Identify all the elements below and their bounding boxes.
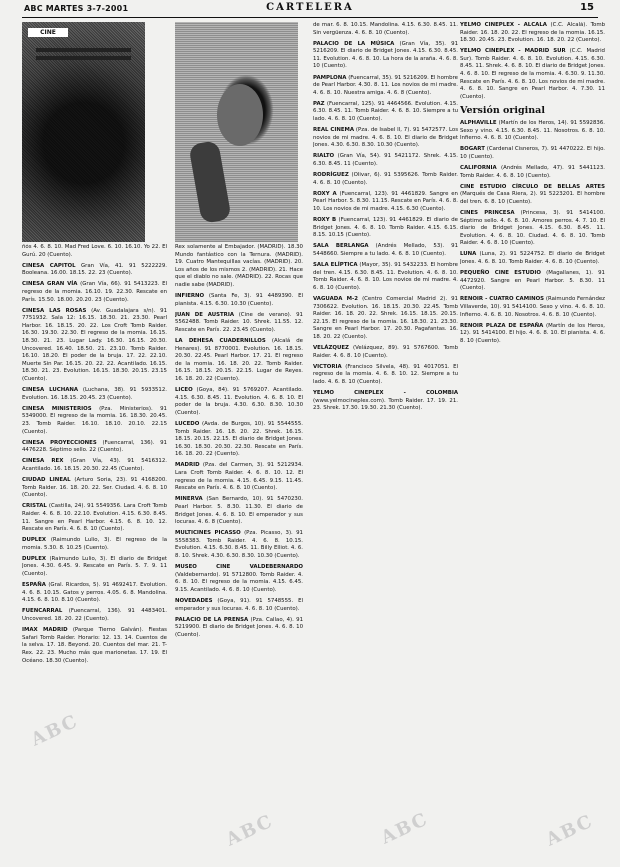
header-rule xyxy=(22,17,598,18)
listing-text: (Pza. de Isabel II, 7). 91 5472577. Los novios de mi madre. 4. 6. 8. 10. El diario de Bridget Jones. 4.30. 6.30. 8.30. 10.30 (Cuento). xyxy=(313,127,458,149)
cinema-name: REAL CINEMA xyxy=(313,127,355,134)
listing-entry xyxy=(313,172,458,187)
listing-entry xyxy=(313,243,458,258)
listing-text: (Fuencarral, 125). 91 4464566. Evolution. 4.15. 6.30. 8.45. 11. Tomb Raider. 4. 6. 8. 10. Siempre a tu lado. 4. 6. 8. 10 (Cuento). xyxy=(313,100,458,123)
cinema-name: ESPAÑA xyxy=(22,582,46,589)
cinema-name: RIALTO xyxy=(313,153,335,160)
listing-text: (Fuencarral, 123). 91 4461829. Sangre en Pearl Harbor. 5. 8.30. 11.15. Rescate en París. 4. 6. 8. 10. Los novios de mi madre. 4.15. 6.30 (Cuento). xyxy=(313,190,458,212)
listing-entry xyxy=(22,308,167,384)
listing-entry xyxy=(175,530,303,560)
listing-entry xyxy=(460,184,605,207)
cinema-name: RENOIR - CUATRO CAMINOS xyxy=(460,296,545,303)
listing-text: (Mayor, 35). 91 5432233. El hombre del tren. 4.15. 6.30. 8.45. 11. Evolution. 4. 6. 8. 10. Tomb Raider. 4. 6. 8. 10. Los novios de mi madre. 4. 6. 8. 10 (Cuento). xyxy=(313,262,458,291)
listing-text: (Fuencarral, 136). 91 4476228. Séptimo sello. 22 (Cuento). xyxy=(22,439,167,454)
listing-text: (Olivar, 6). 91 5395626. Tomb Raider. 4. 6. 8. 10 (Cuento). xyxy=(313,172,458,186)
listing-entry xyxy=(175,564,303,594)
listing-entry xyxy=(313,296,458,342)
listing-text: (Francisco Silvela, 48). 91 4017051. El regreso de la momia. 4. 6. 8. 10. 12. Siempre a tu lado. 4. 6. 8. 10 (Cuento). xyxy=(313,363,458,385)
cinema-name: INFIERNO xyxy=(175,293,205,300)
listing-text: (Pza. Callao, 4). 91 5219900. El diario de Bridget Jones. 4. 6. 8. 10 (Cuento). xyxy=(175,616,303,638)
column-3 xyxy=(313,22,458,859)
cinema-name: LUCEDO xyxy=(175,420,200,427)
watermark-stamp: ABC xyxy=(222,810,277,851)
listing-text: (Pza. Ministerios). 91 5349000. El regreso de la momia. 16. 18.30. 20.45. 23. Tomb Raider. 16.10. 18.10. 20.10. 22.15 (Cuento). xyxy=(22,405,167,435)
cinema-name: LA DEHESA CUADERNILLOS xyxy=(175,338,266,345)
cinema-name: SALA BERLANGA xyxy=(313,243,369,250)
listing-entry xyxy=(313,345,458,360)
listing-text: (Fuencarral, 123). 91 4461829. El diario de Bridget Jones. 4. 6. 8. 10. Tomb Raider. 4.15. 6.15. 8.15. 10.15 (Cuento). xyxy=(313,217,458,239)
photo-caption-bar xyxy=(36,56,131,60)
listing-text: (Raimundo Lulio, 3). El diario de Bridget Jones. 4.30. 6.45. 9. Rescate en París. 5. 7. 9. 11 (Cuento). xyxy=(22,555,167,578)
cinema-name: FUENCARRAL xyxy=(22,608,63,615)
cinema-name: CINESA GRAN VÍA xyxy=(22,281,78,288)
portrait-face xyxy=(217,84,263,146)
listing-text: (Gral. Ricardos, 5). 91 4692417. Evolution. 4. 6. 8. 10.15. Gatos y perros. 4.05. 6. 8. Mandolina. 4.15. 6. 8. 10. 8.10 (Cuento). xyxy=(22,582,167,604)
listing-text: (Arturo Soria, 23). 91 4168200. Tomb Raider. 16. 18. 20. 22. Ser. Ciudad. 4. 6. 8. 10 (Cuento). xyxy=(22,477,167,499)
listing-entry xyxy=(22,281,167,304)
cinema-name: VAGUADA M-2 xyxy=(313,295,358,302)
listing-entry xyxy=(175,244,303,290)
watermark-stamp: ABC xyxy=(27,710,82,751)
listing-entry xyxy=(460,22,605,45)
listing-text: (Andrés Mellado, 47). 91 5441123. Tomb Raider. 4. 6. 8. 10 (Cuento). xyxy=(460,165,605,179)
cinema-name: DUPLEX xyxy=(22,555,47,562)
listing-entry xyxy=(313,390,458,413)
portrait-hand xyxy=(188,140,231,224)
listing-text: (Gran Vía, 54). 91 5421172. Shrek. 4.15. 6.30. 8.45. 11 (Cuento). xyxy=(313,153,458,167)
cinema-name: ALPHAVILLE xyxy=(460,120,497,127)
cinema-name: DUPLEX xyxy=(22,537,47,544)
section-heading-original-version: Versión original xyxy=(460,105,545,117)
cinema-name: CINESA PROYECCIONES xyxy=(22,439,97,446)
listing-entry xyxy=(22,627,167,665)
cinema-name: CIUDAD LINEAL xyxy=(22,477,71,484)
listing-entry xyxy=(22,608,167,623)
cinema-name: YELMO CINEPLEX - ALCALÁ xyxy=(460,22,547,28)
cinema-name: NOVEDADES xyxy=(175,597,213,604)
cinema-name: ROXY B xyxy=(313,217,337,224)
listing-entry xyxy=(460,251,605,266)
listing-text: (Fuencarral, 136). 91 4483401. Uncovered. 18. 20. 22 (Cuento). xyxy=(22,608,167,623)
listing-entry xyxy=(460,146,605,161)
listing-entry xyxy=(175,496,303,526)
cinema-name: VELÁZQUEZ xyxy=(313,344,349,351)
listing-entry xyxy=(313,22,458,37)
listing-entry xyxy=(175,617,303,640)
listing-text: (Raimundo Lulio, 3). El regreso de la momia. 5.30. 8. 10.25 (Cuento). xyxy=(22,537,167,551)
listing-entry xyxy=(22,477,167,500)
listing-text: (Gran Vía, 66). 91 5413223. El regreso de la momia. 16.10. 19. 22.30. Rescate en París. 15.50. 18.00. 20.20. 23 (Cuento). xyxy=(22,281,167,303)
listing-text: (San Bernardo, 10). 91 5470230. Pearl Harbor. 5. 8.30. 11.30. El diario de Bridget Jones. 4. 6. 8. 10. El emperador y sus locuras. 4. 6. 8 (Cuento). xyxy=(175,496,303,526)
listing-text: (Centro Comercial Madrid 2). 91 7306622. Evolution. 16. 18.15. 20.30. 22.45. Tomb Raider. 16. 18. 20. 22. Shrek. 16.15. 18.15. 20.15. 22.15. El regreso de la momia. 16. 18.30. 21. 23.30. Sangre en Pearl Harbor. 17. 20.30. Pagafantas. 16. 18. 20. 22 (Cuento). xyxy=(313,295,458,340)
cinema-name: PAZ xyxy=(313,100,325,107)
listing-entry xyxy=(22,537,167,552)
listing-text: (Martín de los Heros, 12). 91 5414100. El hijo. 4. 6. 8. 10. El pianista. 4. 6. 8. 10 (Cuento). xyxy=(460,322,605,344)
listing-entry xyxy=(460,120,605,143)
listing-text: (Marqués de Casa Riera, 2). 91 5223201. El hombre del tren. 6. 8. 10 (Cuento). xyxy=(460,191,605,205)
cinema-name: YELMO CINEPLEX - MADRID SUR xyxy=(460,48,566,55)
listing-entry xyxy=(22,582,167,605)
listing-text: (Princesa, 3). 91 5414100. Séptimo sello. 4. 6. 8. 10. Amores perros. 4. 7. 10. El diario de Bridget Jones. 4.15. 6.30. 8.45. 11. Evolution. 4. 6. 8. 10. Ciudad. 4. 6. 8. 10. Tomb Raider. 4. 6. 8. 10 (Cuento). xyxy=(460,209,605,247)
cinema-name: CINES PRINCESA xyxy=(460,209,515,216)
listing-entry xyxy=(460,323,605,346)
listing-entry xyxy=(22,458,167,473)
column-1 xyxy=(22,244,167,859)
listing-text: (C.C. Madrid Sur). Tomb Raider. 4. 6. 8. 10. Evolution. 4.15. 6.30. 8.45. 11. Shrek. 4. 6. 8. 10. El diario de Bridget Jones. 4. 6. 8. 10. El regreso de la momia. 4. 6.30. 9. 11.30. Rescate en París. 4. 6. 8. 10. Los novios de mi madre. 4. 6. 8. 10. Sangre en Pearl Harbor. 4. 7.30. 11 (Cuento). xyxy=(460,48,605,100)
cinema-name: RENOIR PLAZA DE ESPAÑA xyxy=(460,322,544,329)
listing-entry xyxy=(313,127,458,150)
listing-text: (www.yelmocineplex.com). Tomb Raider. 17. 19. 21. 23. Shrek. 17.30. 19.30. 21.30 (Cuento). xyxy=(313,397,458,412)
listing-text: (Santa Fe, 3). 91 4489390. El pianista. 4.15. 6.30. 10.30 (Cuento). xyxy=(175,293,303,307)
listing-text: Rex solamente al Embajador. (MADRID). 18.30 Mundo fantástico con la Ternura. (MADRID). 19. Cuatro Mantequillas vacías. (MADRID). 20. Los años de los mismos 2. (MADRID). 21. Hace que el diablo no sale. (MADRID). 22. Rocas que nadie sabe (MADRID). xyxy=(175,244,303,288)
cinema-name: MINERVA xyxy=(175,496,203,503)
cinema-name: CINESA REX xyxy=(22,458,64,465)
listing-text: (Velázquez, 89). 91 5767600. Tomb Raider. 4. 6. 8. 10 (Cuento). xyxy=(313,344,458,359)
listing-text: de mar. 6. 8. 10.15. Mandolina. 4.15. 6.30. 8.45. 11. Sin vergüenza. 4. 6. 8. 10 (Cuento). xyxy=(313,22,458,36)
cinema-name: PAMPLONA xyxy=(313,74,347,81)
listing-text: (Fuencarral, 35). 91 5216209. El hombre de Pearl Harbor. 4.30. 8. 11. Los novios de mi madre. 4. 6. 8. 10. Nuestra amiga. 4. 6. 8 (Cuento). xyxy=(313,74,458,96)
listing-text: (Avda. de Burgos, 10). 91 5544555. Tomb Raider. 16. 18. 20. 22. Shrek. 16.15. 18.15. 20.15. 22.15. El diario de Bridget Jones. 16.30. 18.30. 20.30. 22.30. Rescate en París. 16. 18. 20. 22 (Cuento). xyxy=(175,420,303,458)
listing-text: (Alcalá de Henares). 91 8770001. Evolution. 16. 18.15. 20.30. 22.45. Pearl Harbor. 17. 21. El regreso de la momia. 16. 18. 20. 22. Tomb Raider. 16.15. 18.15. 20.15. 22.15. Lugar de Reyes. 16. 18. 20. 22 (Cuento). xyxy=(175,338,303,382)
listing-text: (Cine de verano). 91 5562488. Tomb Raider. 10. Shrek. 11.55. 12. Rescate en París. 22. 23.45 (Cuento). xyxy=(175,311,303,333)
listing-text: (Goya, 84). 91 5769207. Acantilado. 4.15. 6.30. 8.45. 11. Evolution. 4. 6. 8. 10. El poder de la bruja. 4.30. 6.30. 8.30. 10.30 (Cuento). xyxy=(175,387,303,416)
listing-text: (Valdebernardo). 91 5712800. Tomb Raider. 4. 6. 8. 10. El regreso de la momia. 4.15. 6.45. 9.15. Acantilado. 4. 6. 8. 10 (Cuento). xyxy=(175,571,303,593)
listing-entry xyxy=(22,503,167,533)
portrait-photo xyxy=(175,22,298,242)
listing-text: (Castilla, 24). 91 5549356. Lara Croft Tomb Raider. 4. 6. 8. 10. 22.10. Evolution. 4.15. 6.30. 8.45. 11. Sangre en Pearl Harbor. 4.15. 6. 8. 10. 12. Rescate en París. 4. 6. 8. 10 (Cuento). xyxy=(22,503,167,533)
listing-entry xyxy=(313,217,458,240)
listing-entry xyxy=(22,263,167,278)
cinema-name: PALACIO DE LA PRENSA xyxy=(175,616,249,623)
cinema-name: MUSEO CINE VALDEBERNARDO xyxy=(175,564,303,571)
column-4 xyxy=(460,22,605,859)
listing-text: (Andrés Mellado, 53). 91 5448660. Siempre a tu lado. 4. 6. 8. 10 (Cuento). xyxy=(313,243,458,257)
listing-entry xyxy=(460,210,605,248)
column-2 xyxy=(175,244,303,859)
cinema-name: CINESA LUCHANA xyxy=(22,387,79,394)
listing-entry xyxy=(460,296,605,319)
listing-text: (Luna, 2). 91 5224752. El diario de Bridget Jones. 4. 6. 8. 10. Tomb Raider. 4. 6. 8. 10 (Cuento). xyxy=(460,251,605,266)
cinema-name: RODRÍGUEZ xyxy=(313,172,349,179)
listing-entry xyxy=(313,75,458,98)
listing-text: Gran Vía, 41. 91 5222229. Booleana. 16.00. 18.15. 22. 23 (Cuento). xyxy=(22,262,167,277)
section-title: CARTELERA xyxy=(266,2,354,13)
cinema-name: VICTORIA xyxy=(313,363,342,370)
listing-entry xyxy=(460,270,605,293)
cinema-name: CALIFORNIA xyxy=(460,165,497,171)
cinema-name: MULTICINES PICASSO xyxy=(175,530,241,537)
listing-entry xyxy=(460,48,605,101)
listing-entry xyxy=(313,153,458,168)
cinema-name: LICEO xyxy=(175,387,193,394)
listing-entry xyxy=(313,262,458,292)
cinema-name: IMAX MADRID xyxy=(22,627,68,634)
listing-entry xyxy=(22,244,167,259)
watermark-stamp: ABC xyxy=(542,810,597,851)
listing-entry xyxy=(313,191,458,214)
listing-entry xyxy=(175,387,303,417)
listing-text: (Goya, 91). 91 5748555. El emperador y sus locuras. 4. 6. 8. 10 (Cuento). xyxy=(175,597,303,612)
listing-entry xyxy=(175,293,303,308)
listing-entry xyxy=(313,101,458,124)
listing-text: (Pza. Picasso, 3). 91 5558383. Tomb Raider. 4. 6. 8. 10.15. Evolution. 4.15. 6.30. 8.45. 11. Billy Elliot. 4. 6. 8. 10. Shrek. 4.30. 6.30. 8.30. 10.30 (Cuento). xyxy=(175,530,303,559)
cinema-name: MADRID xyxy=(175,462,200,469)
listing-entry xyxy=(175,598,303,613)
listing-text: (Martín de los Heros, 14). 91 5592836. Sexo y vino. 4.15. 6.30. 8.45. 11. Nosotros. 6. 8. 10. Infierno. 4. 6. 8. 10 (Cuento). xyxy=(460,120,605,142)
cinema-name: ROXY A xyxy=(313,190,337,197)
cinema-name: PEQUEÑO CINE ESTUDIO xyxy=(460,270,541,277)
cinema-name: YELMO CINEPLEX - COLOMBIA xyxy=(313,389,458,396)
listing-entry xyxy=(175,462,303,492)
listing-text: (C.C. Alcalá). Tomb Raider. 16. 18. 20. 22. El regreso de la momia. 16.15. 18.30. 20.45. 23. Evolution. 16. 18. 20. 22 (Cuento). xyxy=(460,22,605,44)
photo-label: CINE xyxy=(28,28,68,37)
cinema-name: LUNA xyxy=(460,251,477,258)
listing-entry xyxy=(175,421,303,459)
photo-caption-bar xyxy=(36,48,131,52)
cinema-name: PALACIO DE LA MÚSICA xyxy=(313,40,395,47)
watermark-stamp: ABC xyxy=(377,808,432,849)
cinema-name: CRISTAL xyxy=(22,503,47,510)
listing-entry xyxy=(22,406,167,436)
listing-entry xyxy=(175,338,303,384)
cinema-name: CINESA MINISTERIOS xyxy=(22,405,92,412)
cinema-name: SALA ELÍPTICA xyxy=(313,262,358,269)
listing-entry xyxy=(313,364,458,387)
cinema-name: CINESA LAS ROSAS xyxy=(22,307,87,314)
page-number: 15 xyxy=(580,2,594,13)
cinema-name: BOGART xyxy=(460,146,485,153)
cinema-name: JUAN DE AUSTRIA xyxy=(175,311,235,318)
listing-text: (Magallanes, 1). 91 4472920. Sangre en Pearl Harbor. 5. 8.30. 11 (Cuento). xyxy=(460,270,605,292)
listing-text: (Av. Guadalajara s/n). 91 7751932. Sala 12: 16.15. 18.30. 21. 23.30. Pearl Harbor. 16. 18.15. 20. 22. Los Croft Tomb Raider. 16.30. 19.30. 22.30. El regreso de la momia. 16.15. 18.30. 21. 23. Lugar Lady. 16.30. 16.15. 20.30. Uncovered. 16.40. 18.50. 21. 23.10. Tomb Raider. 16.10. 18.20. El poder de la bruja. 17. 22. 22.10. Muerte Sin Par. 16.15. 20. 22. 22. Acantilado. 16.15. 18.30. 21. 23. Evolution. 16.15. 18.30. 20.15. 23.15 (Cuento). xyxy=(22,307,167,382)
cinema-name: CINESA CAPITOL xyxy=(22,262,76,269)
listing-text: (Parque Tierno Galván). Fiestas Safari Tomb Raider. Horario: 12. 13. 14. Cuentos de la selva. 17. 18. Beyond. 20. Cuentos del mar. 21. T-Rex. 22. 23. Mucho más que marionetas. 17. 19. El Océano. 18.30 (Cuento). xyxy=(22,627,167,664)
listing-text: ñós 4. 6. 8. 10. Mad Fred Love. 6. 10. 16.10. Yo 22. El Gurú. 20 (Cuento). xyxy=(22,244,167,258)
listing-entry xyxy=(175,312,303,335)
cinema-name: CINE ESTUDIO CÍRCULO DE BELLAS ARTES xyxy=(460,183,605,190)
listing-text: (Gran Vía, 35). 91 5216209. El diario de Bridget Jones. 4.15. 6.30. 8.45. 11. Evolution. 4. 6. 8. 10. La hora de la araña. 4. 6. 8. 10 (Cuento). xyxy=(313,40,458,70)
listing-entry xyxy=(22,556,167,579)
listing-entry xyxy=(313,41,458,71)
listing-text: (Raimundo Fernández Villaverde, 10). 91 5414100. Sexo y vino. 4. 6. 8. 10. Infierno. 4. 6. 8. 10. Nosotros. 4. 6. 8. 10 (Cuento). xyxy=(460,296,605,318)
news-photo xyxy=(22,22,145,242)
page-header xyxy=(22,0,598,17)
listing-text: (Luchana, 38). 91 5933512. Evolution. 16. 18.15. 20.45. 23 (Cuento). xyxy=(22,387,167,401)
listing-entry xyxy=(22,387,167,402)
listing-entry xyxy=(22,440,167,455)
listing-text: (Gran Vía, 43). 91 5416312. Acantilado. 16. 18.15. 20.30. 22.45 (Cuento). xyxy=(22,458,167,472)
header-date: ABC MARTES 3-7-2001 xyxy=(24,4,129,13)
listing-entry xyxy=(460,165,605,180)
listing-text: (Cardenal Cisneros, 7). 91 4470222. El hijo. 10 (Cuento). xyxy=(460,146,605,160)
listing-text: (Pza. del Carmen, 3). 91 5212934. Lara Croft Tomb Raider. 4. 6. 8. 10. 12. El regreso de la momia. 4.15. 6.45. 9.15. 11.45. Rescate en París. 4. 6. 8. 10 (Cuento). xyxy=(175,462,303,492)
